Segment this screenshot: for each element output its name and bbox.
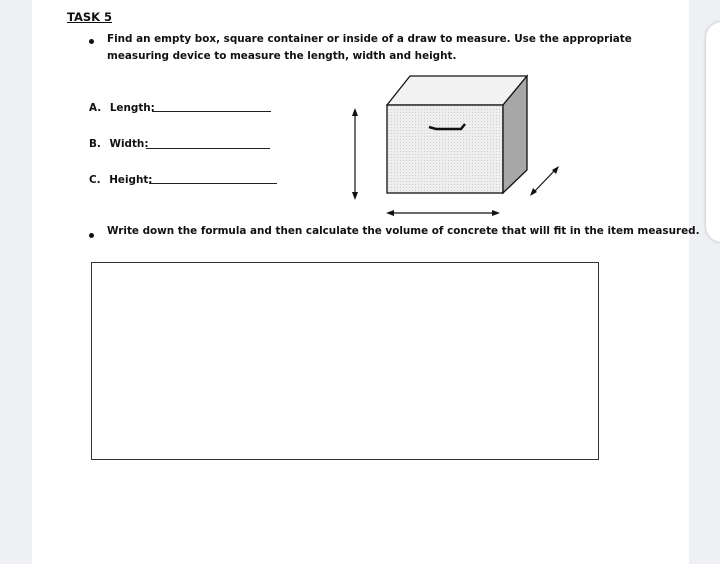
height-answer-line[interactable]	[149, 183, 277, 184]
task-title: TASK 5	[67, 10, 113, 24]
width-arrow-icon	[530, 166, 559, 196]
bullet-icon	[89, 233, 94, 238]
box-diagram	[340, 70, 570, 220]
side-panel-tab[interactable]	[706, 22, 720, 242]
bullet-icon	[89, 39, 94, 44]
question-letter: A.	[89, 102, 102, 114]
question-label: Width:	[109, 138, 149, 150]
instruction-text: Find an empty box, square container or inside of a draw to measure. Use the appropriate measuring device to measure the length, width and height.	[107, 33, 632, 62]
formula-instruction-text: Write down the formula and then calculate the volume of concrete that will fit in the item measured.	[107, 225, 700, 237]
answer-box[interactable]	[91, 262, 599, 460]
question-length	[89, 102, 155, 114]
length-arrow-icon	[386, 210, 500, 216]
length-answer-line[interactable]	[152, 111, 271, 112]
question-label: Height:	[109, 174, 153, 186]
box-front-face	[387, 105, 503, 193]
question-width	[89, 138, 148, 150]
question-label: Length:	[109, 102, 155, 114]
question-letter: B.	[89, 138, 101, 150]
question-letter: C.	[89, 174, 101, 186]
width-answer-line[interactable]	[146, 148, 270, 149]
height-arrow-icon	[352, 108, 358, 200]
question-height	[89, 174, 152, 186]
